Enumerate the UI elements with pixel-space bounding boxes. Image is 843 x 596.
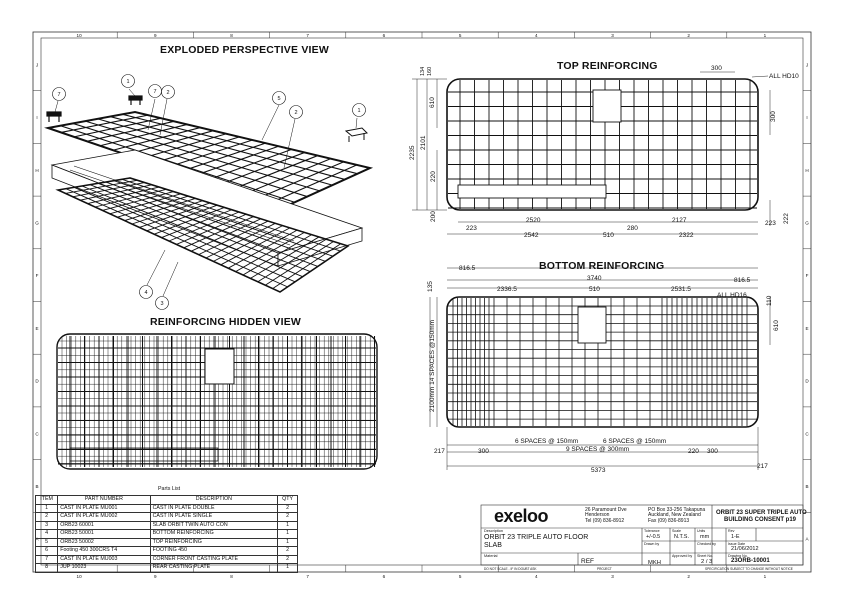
parts-cell: Footing 450 300CRS T4	[58, 547, 150, 556]
parts-cell: ORB23 50001	[58, 530, 150, 539]
zone-number-bottom: 9	[154, 574, 157, 579]
material-label: Material	[484, 554, 498, 558]
dim-610: 610	[429, 97, 436, 108]
zone-number-bottom: 10	[76, 574, 82, 579]
callout-number: 7	[153, 89, 157, 96]
zone-number-top: 5	[458, 33, 462, 38]
project-title: ORBIT 23 SUPER TRIPLE AUTO BUILDING CONSENT p19	[716, 510, 807, 523]
parts-cell: 2	[278, 513, 298, 522]
bottom-reinforcing-title: BOTTOM REINFORCING	[539, 260, 665, 272]
dim-2322: 2322	[679, 232, 694, 239]
zone-letter-left: F	[35, 273, 39, 279]
top-reinforcing-title: TOP REINFORCING	[557, 60, 658, 72]
dim-5373: 5373	[591, 467, 606, 474]
zone-number-bottom: 2	[687, 574, 690, 579]
dim-110: 110	[766, 295, 773, 306]
parts-row	[36, 538, 298, 547]
dim-816-5-right: 816.5	[734, 277, 751, 284]
drawing-description: ORBIT 23 TRIPLE AUTO FLOOR SLAB	[484, 534, 589, 549]
issue-date-label: Issue Date	[728, 542, 746, 546]
zone-number-bottom: 7	[306, 574, 309, 579]
zone-letter-right: F	[805, 273, 809, 279]
parts-cell: 6	[36, 547, 58, 556]
checked-by-label: Checked by	[697, 542, 716, 546]
parts-cell: 1	[278, 564, 298, 573]
issue-date-value: 21/06/2012	[731, 546, 759, 552]
parts-cell: CAST IN PLATE DOUBLE	[150, 504, 277, 513]
parts-list-caption: Parts List	[158, 486, 181, 492]
drawing-no-value: 23ORB-10001	[731, 558, 770, 564]
dim-14-spaces: 2100mm 14 SPACES @150mm	[429, 319, 436, 412]
parts-cell: CORNER FRONT CASTING PLATE	[150, 555, 277, 564]
callout-number: 4	[144, 290, 148, 297]
dim-300-v: 300	[770, 111, 777, 122]
parts-row	[36, 513, 298, 522]
parts-cell: 4	[36, 530, 58, 539]
description-label: Description	[484, 529, 503, 533]
zone-letter-left: E	[35, 325, 39, 331]
scale-label: Scale	[672, 529, 681, 533]
zone-number-bottom: 1	[763, 574, 767, 579]
parts-header-cell: DESCRIPTION	[150, 496, 277, 505]
callout-number: 5	[277, 96, 281, 103]
drawing-no-label: Drawing No.	[728, 554, 748, 558]
dim-217-right: 217	[757, 463, 768, 470]
sheet-no-label: Sheet No.	[697, 554, 713, 558]
zone-number-top: 3	[611, 33, 614, 38]
zone-number-top: 4	[535, 33, 538, 38]
zone-letter-left: B	[35, 483, 39, 489]
dim-510-bottom: 510	[589, 286, 600, 293]
parts-cell: 8	[36, 564, 58, 573]
zone-number-top: 2	[687, 33, 690, 38]
dim-9-spaces: 9 SPACES @ 300mm	[566, 446, 630, 453]
dim-2542: 2542	[524, 232, 539, 239]
hidden-view-title: REINFORCING HIDDEN VIEW	[150, 316, 302, 328]
parts-cell: FOOTING 450	[150, 547, 277, 556]
zone-letter-right: E	[805, 325, 809, 331]
zone-number-top: 8	[230, 33, 233, 38]
dim-222: 222	[783, 213, 790, 224]
zone-number-bottom: 4	[535, 574, 538, 579]
dim-300-right: 300	[707, 448, 718, 455]
footer-spec-note: SPECIFICATION SUBJECT TO CHANGE WITHOUT NOTICE	[705, 567, 793, 571]
units-value: mm	[700, 534, 710, 540]
parts-cell: CAST IN PLATE MU002	[58, 513, 150, 522]
rev-value: 1-E	[731, 534, 740, 540]
zone-number-top: 10	[76, 33, 82, 38]
zone-letter-left: J	[35, 62, 39, 68]
dim-816-5-left: 816.5	[459, 265, 476, 272]
parts-header-cell: PART NUMBER	[58, 496, 150, 505]
scale-value: N.T.S.	[674, 534, 689, 540]
parts-cell: CAST IN PLATE MU003	[58, 555, 150, 564]
parts-cell: 1	[278, 521, 298, 530]
zone-number-top: 1	[763, 33, 767, 38]
ref-value: REF	[581, 558, 594, 565]
zone-letter-left: D	[35, 378, 39, 384]
parts-cell: REAR CASTING PLATE	[150, 564, 277, 573]
drawn-by-label: Drawn by	[644, 542, 660, 546]
rev-label: Rev	[728, 529, 735, 533]
zone-number-bottom: 8	[230, 574, 233, 579]
dim-2520: 2520	[526, 217, 541, 224]
dim-2101: 2101	[420, 135, 427, 150]
footer-project: PROJECT	[597, 567, 612, 571]
parts-cell: CAST IN PLATE MU001	[58, 504, 150, 513]
dim-300-left: 300	[478, 448, 489, 455]
zone-number-bottom: 5	[458, 574, 462, 579]
zone-number-top: 7	[306, 33, 309, 38]
drawn-by-value: MKH	[648, 560, 661, 566]
parts-cell: 1	[278, 530, 298, 539]
zone-letter-right: H	[805, 167, 809, 173]
callout-number: 1	[126, 79, 130, 86]
parts-cell: 5	[36, 538, 58, 547]
company-address: 26 Paramount Dve Henderson Tel (09) 836-8912	[585, 507, 627, 524]
callout-number: 1	[357, 108, 361, 115]
zone-number-bottom: 3	[611, 574, 614, 579]
dim-220-bottom: 220	[688, 448, 699, 455]
parts-row	[36, 521, 298, 530]
brand-logo: exeloo	[494, 506, 549, 526]
company-postal: PO Box 33-256 Takapuna Auckland, New Zealand Fax (09) 836-8913	[648, 507, 706, 524]
tolerance-label: Tolerance	[644, 529, 660, 533]
footer-do-not-scale: DO NOT SCALE - IF IN DOUBT ASK	[484, 567, 537, 571]
callout-number: 7	[57, 92, 61, 99]
parts-cell: 2	[36, 513, 58, 522]
zone-number-bottom: 6	[382, 574, 386, 579]
parts-cell: ORB23 60001	[58, 521, 150, 530]
dim-134: 134	[420, 66, 426, 76]
sheet-no-value: 2 / 3	[701, 559, 713, 565]
dim-510-top: 510	[603, 232, 614, 239]
dim-3740: 3740	[587, 275, 602, 282]
zone-letter-right: J	[805, 62, 809, 68]
zone-letter-left: A	[35, 536, 39, 542]
parts-cell: ORB23 50002	[58, 538, 150, 547]
parts-cell: 1	[36, 504, 58, 513]
tolerance-value: +/-0.5	[646, 534, 661, 540]
zone-letter-left: H	[35, 167, 39, 173]
zone-letter-left: C	[35, 431, 39, 437]
callout-number: 2	[166, 90, 170, 97]
callout-number: 3	[160, 301, 164, 308]
parts-cell: BOTTOM REINFORCING	[150, 530, 277, 539]
parts-cell: JUP 10023	[58, 564, 150, 573]
dim-2127: 2127	[672, 217, 687, 224]
dim-6-spaces-right: 6 SPACES @ 150mm	[603, 438, 667, 445]
parts-row	[36, 504, 298, 513]
dim-135: 135	[427, 281, 434, 292]
parts-cell: 2	[278, 547, 298, 556]
parts-header-cell: QTY	[278, 496, 298, 505]
zone-letter-right: A	[805, 536, 809, 542]
parts-header-cell: ITEM	[36, 496, 58, 505]
dim-223-right: 223	[765, 220, 776, 227]
zone-number-top: 6	[382, 33, 386, 38]
parts-cell: 7	[36, 555, 58, 564]
parts-cell: 1	[278, 538, 298, 547]
parts-row	[36, 555, 298, 564]
parts-row	[36, 547, 298, 556]
dim-610-bottom: 610	[773, 320, 780, 331]
parts-list-table	[35, 495, 298, 573]
parts-row	[36, 530, 298, 539]
parts-cell: SLAB ORBIT TWIN AUTO CON	[150, 521, 277, 530]
approved-by-label: Approved by	[672, 554, 693, 558]
zone-letter-right: C	[805, 431, 809, 437]
zone-letter-right: D	[805, 378, 809, 384]
dim-217-left: 217	[434, 448, 445, 455]
units-label: Units	[697, 529, 706, 533]
all-hd10-note: ALL HD10	[769, 73, 799, 80]
exploded-view-title: EXPLODED PERSPECTIVE VIEW	[160, 44, 329, 56]
dim-223-left: 223	[466, 225, 477, 232]
callout-number: 2	[294, 110, 298, 117]
zone-letter-left: G	[35, 220, 39, 226]
zone-letter-right: B	[805, 483, 809, 489]
dim-6-spaces-left: 6 SPACES @ 150mm	[515, 438, 579, 445]
parts-cell: 2	[278, 504, 298, 513]
dim-200: 200	[430, 211, 437, 222]
parts-cell: 2	[278, 555, 298, 564]
parts-cell: 3	[36, 521, 58, 530]
zone-letter-left: I	[36, 115, 38, 121]
dim-2531-5: 2531.5	[671, 286, 691, 293]
zone-letter-right: I	[806, 115, 808, 121]
dim-280: 280	[627, 225, 638, 232]
zone-letter-right: G	[805, 220, 809, 226]
parts-cell: TOP REINFORCING	[150, 538, 277, 547]
zone-number-top: 9	[154, 33, 157, 38]
parts-cell: CAST IN PLATE SINGLE	[150, 513, 277, 522]
parts-row	[36, 564, 298, 573]
dim-2235: 2235	[409, 145, 416, 160]
dim-300-h: 300	[711, 65, 722, 72]
dim-160: 160	[427, 66, 433, 76]
dim-220: 220	[430, 171, 437, 182]
dim-2336-5: 2336.5	[497, 286, 517, 293]
all-hd16-note: ALL HD16	[717, 292, 747, 299]
